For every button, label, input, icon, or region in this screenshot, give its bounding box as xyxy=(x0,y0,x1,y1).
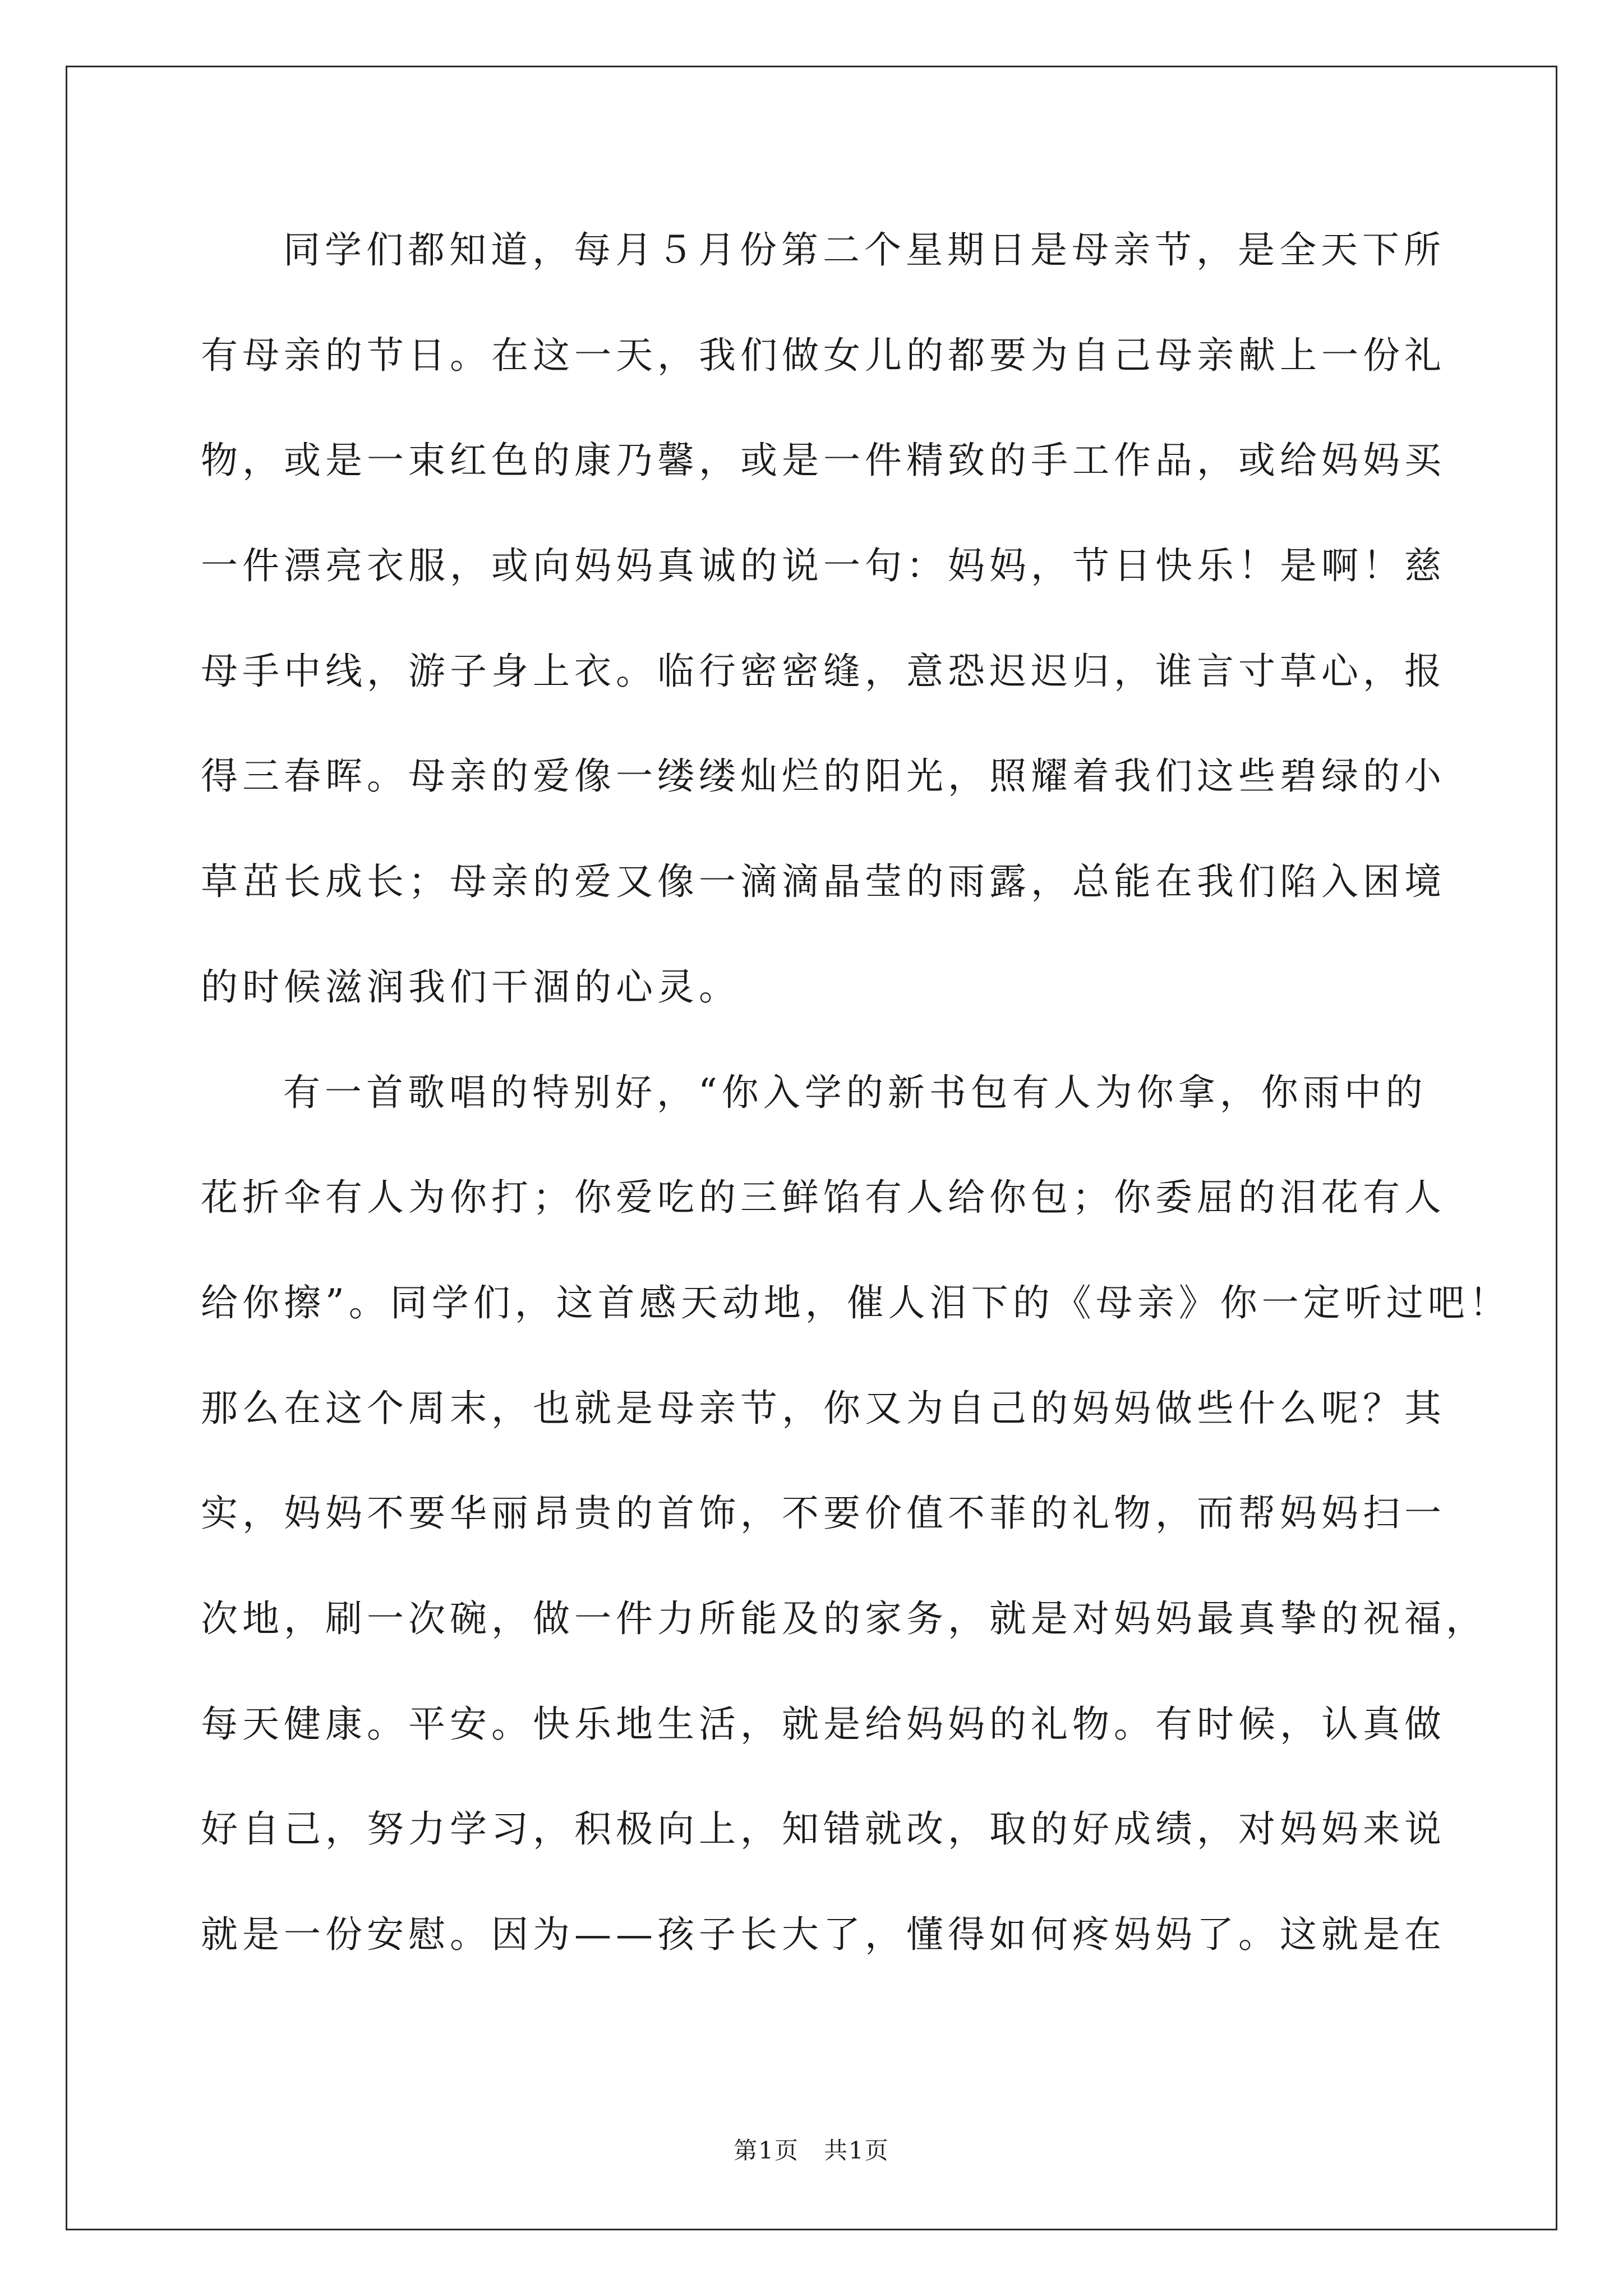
text-line: 母手中线，游子身上衣。临行密密缝，意恐迟迟归，谁言寸草心，报 xyxy=(201,650,1446,693)
page-border xyxy=(66,66,1557,2230)
text-line: 得三春晖。母亲的爱像一缕缕灿烂的阳光，照耀着我们这些碧绿的小 xyxy=(201,754,1446,798)
text-line: 一件漂亮衣服，或向妈妈真诚的说一句：妈妈，节日快乐！是啊！慈 xyxy=(201,544,1446,587)
text-line: 好自己，努力学习，积极向上，知错就改，取的好成绩，对妈妈来说 xyxy=(201,1807,1446,1851)
text-line: 有母亲的节日。在这一天，我们做女儿的都要为自己母亲献上一份礼 xyxy=(201,334,1446,377)
text-line: 那么在这个周末，也就是母亲节，你又为自己的妈妈做些什么呢？其 xyxy=(201,1387,1446,1430)
text-line: 就是一份安慰。因为——孩子长大了，懂得如何疼妈妈了。这就是在 xyxy=(201,1913,1446,1956)
text-line: 每天健康。平安。快乐地生活，就是给妈妈的礼物。有时候，认真做 xyxy=(201,1703,1446,1746)
text-line: 的时候滋润我们干涸的心灵。 xyxy=(201,965,740,1009)
page-number-footer: 第1页 共1页 xyxy=(734,2137,889,2164)
text-line: 草茁长成长；母亲的爱又像一滴滴晶莹的雨露，总能在我们陷入困境 xyxy=(201,860,1446,903)
text-line: 同学们都知道，每月５月份第二个星期日是母亲节，是全天下所 xyxy=(283,228,1445,272)
text-line: 实，妈妈不要华丽昂贵的首饰，不要价值不菲的礼物，而帮妈妈扫一 xyxy=(201,1492,1446,1535)
text-line: 有一首歌唱的特别好，“你入学的新书包有人为你拿，你雨中的 xyxy=(283,1071,1427,1114)
text-line: 次地，刷一次碗，做一件力所能及的家务，就是对妈妈最真挚的祝福， xyxy=(201,1597,1487,1640)
text-line: 给你擦”。同学们，这首感天动地，催人泪下的《母亲》你一定听过吧！ xyxy=(201,1281,1511,1324)
text-line: 花折伞有人为你打；你爱吃的三鲜馅有人给你包；你委屈的泪花有人 xyxy=(201,1176,1446,1219)
text-line: 物，或是一束红色的康乃馨，或是一件精致的手工作品，或给妈妈买 xyxy=(201,439,1446,482)
